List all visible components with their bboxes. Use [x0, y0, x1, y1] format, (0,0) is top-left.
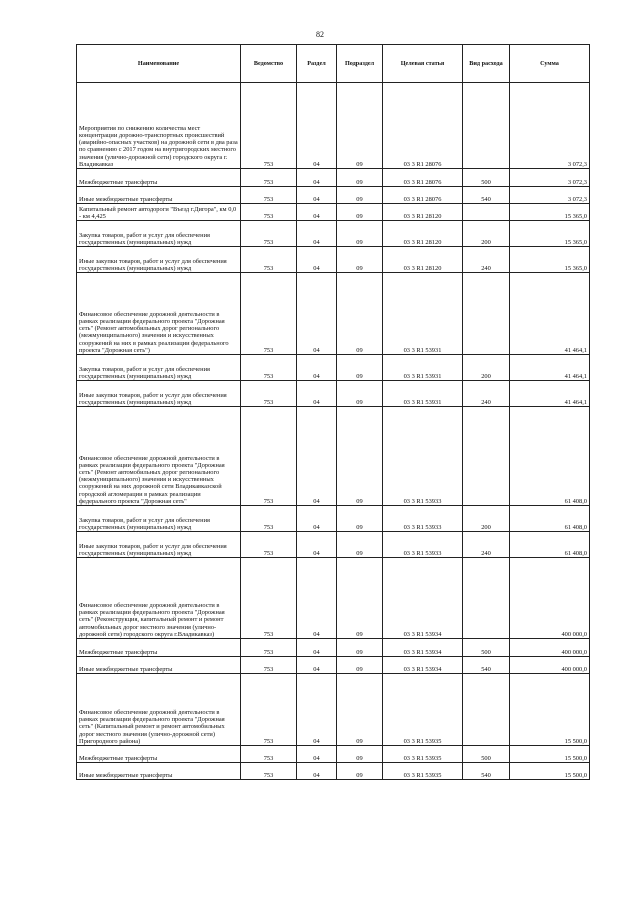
table-row: [77, 746, 590, 763]
row-name: Закупка товаров, работ и услуг для обеспечения государственных (муниципальных) нужд: [77, 221, 241, 247]
table-header-row: [77, 45, 590, 83]
row-summa: 61 408,0: [510, 506, 590, 532]
row-summa: 41 464,1: [510, 355, 590, 381]
row-celevaya-statya: 03 3 R1 28076: [383, 169, 463, 187]
row-razdel: 04: [297, 355, 337, 381]
row-name: Капитальный ремонт автодороги "Въезд г.Дигора", км 0,0 - км 4,425: [77, 204, 241, 221]
row-razdel: 04: [297, 187, 337, 204]
row-vedomstvo: 753: [241, 83, 297, 169]
row-razdel: 04: [297, 763, 337, 780]
header-celevaya-statya: Целевая статья: [383, 45, 463, 83]
row-celevaya-statya: 03 3 R1 53933: [383, 407, 463, 506]
row-razdel: 04: [297, 674, 337, 746]
row-summa: 41 464,1: [510, 381, 590, 407]
row-razdel: 04: [297, 381, 337, 407]
row-name: Иные закупки товаров, работ и услуг для обеспечения государственных (муниципальных) нужд: [77, 381, 241, 407]
row-vid-rashoda: 540: [463, 657, 510, 674]
row-summa: 15 500,0: [510, 763, 590, 780]
row-vid-rashoda: [463, 674, 510, 746]
table-row: [77, 639, 590, 657]
row-name: Межбюджетные трансферты: [77, 169, 241, 187]
header-summa: Сумма: [510, 45, 590, 83]
row-name: Иные закупки товаров, работ и услуг для обеспечения государственных (муниципальных) нужд: [77, 532, 241, 558]
table-row: [77, 763, 590, 780]
row-celevaya-statya: 03 3 R1 53933: [383, 506, 463, 532]
row-vedomstvo: 753: [241, 746, 297, 763]
row-celevaya-statya: 03 3 R1 53935: [383, 746, 463, 763]
row-vid-rashoda: 500: [463, 639, 510, 657]
row-podrazdel: 09: [337, 187, 383, 204]
row-vid-rashoda: 240: [463, 532, 510, 558]
row-celevaya-statya: 03 3 R1 53931: [383, 273, 463, 355]
row-vedomstvo: 753: [241, 407, 297, 506]
row-vedomstvo: 753: [241, 506, 297, 532]
row-vedomstvo: 753: [241, 187, 297, 204]
row-vid-rashoda: 540: [463, 187, 510, 204]
row-podrazdel: 09: [337, 407, 383, 506]
row-celevaya-statya: 03 3 R1 28076: [383, 83, 463, 169]
row-razdel: 04: [297, 247, 337, 273]
row-razdel: 04: [297, 746, 337, 763]
row-vedomstvo: 753: [241, 204, 297, 221]
row-name: Иные межбюджетные трансферты: [77, 187, 241, 204]
row-vedomstvo: 753: [241, 273, 297, 355]
row-razdel: 04: [297, 657, 337, 674]
row-podrazdel: 09: [337, 746, 383, 763]
row-celevaya-statya: 03 3 R1 53934: [383, 639, 463, 657]
row-razdel: 04: [297, 506, 337, 532]
row-summa: 400 000,0: [510, 558, 590, 639]
header-vid-rashoda: Вид расхода: [463, 45, 510, 83]
budget-table: [76, 44, 590, 780]
page-number: 82: [316, 30, 324, 39]
row-podrazdel: 09: [337, 273, 383, 355]
row-celevaya-statya: 03 3 R1 28120: [383, 247, 463, 273]
row-razdel: 04: [297, 558, 337, 639]
row-vid-rashoda: 500: [463, 169, 510, 187]
row-razdel: 04: [297, 83, 337, 169]
row-vid-rashoda: [463, 83, 510, 169]
row-summa: 61 408,0: [510, 407, 590, 506]
row-podrazdel: 09: [337, 381, 383, 407]
row-celevaya-statya: 03 3 R1 28120: [383, 221, 463, 247]
row-vid-rashoda: [463, 407, 510, 506]
row-vid-rashoda: 540: [463, 763, 510, 780]
row-name: Межбюджетные трансферты: [77, 746, 241, 763]
row-podrazdel: 09: [337, 639, 383, 657]
row-name: Финансовое обеспечение дорожной деятельности в рамках реализации федерального проекта "Дорожная сеть" (Ремонт автомобильных дорог регионального (межмуниципального) значения и искусственных сооружений на них в рамках реализации федерального проекта "Дорожная сеть"): [77, 273, 241, 355]
row-vedomstvo: 753: [241, 355, 297, 381]
table-row: [77, 506, 590, 532]
table-row: [77, 558, 590, 639]
row-razdel: 04: [297, 532, 337, 558]
row-summa: 400 000,0: [510, 639, 590, 657]
row-razdel: 04: [297, 221, 337, 247]
row-vid-rashoda: 200: [463, 221, 510, 247]
header-name: Наименование: [77, 45, 241, 83]
row-vedomstvo: 753: [241, 169, 297, 187]
row-podrazdel: 09: [337, 558, 383, 639]
table-body: [77, 83, 590, 780]
row-podrazdel: 09: [337, 204, 383, 221]
row-name: Межбюджетные трансферты: [77, 639, 241, 657]
header-vedomstvo: Ведомство: [241, 45, 297, 83]
row-name: Иные межбюджетные трансферты: [77, 657, 241, 674]
row-summa: 61 408,0: [510, 532, 590, 558]
row-summa: 41 464,1: [510, 273, 590, 355]
row-vedomstvo: 753: [241, 674, 297, 746]
row-podrazdel: 09: [337, 657, 383, 674]
table-row: [77, 187, 590, 204]
row-celevaya-statya: 03 3 R1 53934: [383, 558, 463, 639]
row-vedomstvo: 753: [241, 532, 297, 558]
row-summa: 15 365,0: [510, 221, 590, 247]
header-podrazdel: Подраздел: [337, 45, 383, 83]
table-row: [77, 273, 590, 355]
table-row: [77, 407, 590, 506]
row-summa: 15 365,0: [510, 247, 590, 273]
row-celevaya-statya: 03 3 R1 53935: [383, 763, 463, 780]
row-razdel: 04: [297, 273, 337, 355]
row-name: Финансовое обеспечение дорожной деятельности в рамках реализации федерального проекта "Дорожная сеть" (Ремонт автомобильных дорог регионального (межмуниципального) значения и искусственных сооружений на них дорожной сети Владикавказской городской агломерации в рамках реализации федерального проекта "Дорожная сеть": [77, 407, 241, 506]
row-celevaya-statya: 03 3 R1 53931: [383, 381, 463, 407]
row-name: Закупка товаров, работ и услуг для обеспечения государственных (муниципальных) нужд: [77, 506, 241, 532]
row-razdel: 04: [297, 407, 337, 506]
row-celevaya-statya: 03 3 R1 53931: [383, 355, 463, 381]
row-vid-rashoda: 200: [463, 506, 510, 532]
row-vedomstvo: 753: [241, 558, 297, 639]
row-razdel: 04: [297, 169, 337, 187]
row-vedomstvo: 753: [241, 657, 297, 674]
row-vid-rashoda: 240: [463, 247, 510, 273]
row-summa: 15 500,0: [510, 674, 590, 746]
row-vedomstvo: 753: [241, 221, 297, 247]
row-summa: 3 072,3: [510, 83, 590, 169]
header-razdel: Раздел: [297, 45, 337, 83]
table-row: [77, 355, 590, 381]
table-row: [77, 381, 590, 407]
row-vid-rashoda: 240: [463, 381, 510, 407]
row-vid-rashoda: 500: [463, 746, 510, 763]
row-name: Иные закупки товаров, работ и услуг для обеспечения государственных (муниципальных) нужд: [77, 247, 241, 273]
row-vid-rashoda: [463, 204, 510, 221]
row-name: Закупка товаров, работ и услуг для обеспечения государственных (муниципальных) нужд: [77, 355, 241, 381]
row-summa: 400 000,0: [510, 657, 590, 674]
table-row: [77, 169, 590, 187]
row-vid-rashoda: 200: [463, 355, 510, 381]
row-name: Финансовое обеспечение дорожной деятельности в рамках реализации федерального проекта "Дорожная сеть" (Капитальный ремонт и ремонт автомобильных дорог местного значения (улично-дорожной сети) Пригородного района): [77, 674, 241, 746]
table-row: [77, 221, 590, 247]
row-summa: 15 500,0: [510, 746, 590, 763]
row-name: Мероприятия по снижению количества мест концентрации дорожно-транспортных происшествий (аварийно-опасных участков) на дорожной сети в два раза по сравнению с 2017 годом на внутригородских местного значения (улично-дорожной сети) городского округа г. Владикавказ: [77, 83, 241, 169]
table-row: [77, 532, 590, 558]
row-vedomstvo: 753: [241, 247, 297, 273]
row-celevaya-statya: 03 3 R1 53934: [383, 657, 463, 674]
row-podrazdel: 09: [337, 247, 383, 273]
row-podrazdel: 09: [337, 532, 383, 558]
row-razdel: 04: [297, 639, 337, 657]
row-podrazdel: 09: [337, 674, 383, 746]
row-summa: 3 072,3: [510, 187, 590, 204]
row-podrazdel: 09: [337, 506, 383, 532]
row-podrazdel: 09: [337, 221, 383, 247]
row-summa: 3 072,3: [510, 169, 590, 187]
row-podrazdel: 09: [337, 763, 383, 780]
row-celevaya-statya: 03 3 R1 53935: [383, 674, 463, 746]
row-vedomstvo: 753: [241, 381, 297, 407]
table-row: [77, 247, 590, 273]
row-podrazdel: 09: [337, 83, 383, 169]
table-row: [77, 83, 590, 169]
row-vid-rashoda: [463, 273, 510, 355]
row-vid-rashoda: [463, 558, 510, 639]
row-summa: 15 365,0: [510, 204, 590, 221]
table-row: [77, 204, 590, 221]
row-razdel: 04: [297, 204, 337, 221]
table-row: [77, 674, 590, 746]
row-vedomstvo: 753: [241, 763, 297, 780]
row-podrazdel: 09: [337, 169, 383, 187]
row-celevaya-statya: 03 3 R1 28120: [383, 204, 463, 221]
row-name: Финансовое обеспечение дорожной деятельности в рамках реализации федерального проекта "Дорожная сеть" (Реконструкция, капитальный ремонт и ремонт автомобильных дорог местного значения (улично-дорожной сети) городского округа г.Владикавказ): [77, 558, 241, 639]
row-celevaya-statya: 03 3 R1 53933: [383, 532, 463, 558]
row-celevaya-statya: 03 3 R1 28076: [383, 187, 463, 204]
row-name: Иные межбюджетные трансферты: [77, 763, 241, 780]
row-podrazdel: 09: [337, 355, 383, 381]
row-vedomstvo: 753: [241, 639, 297, 657]
table-row: [77, 657, 590, 674]
